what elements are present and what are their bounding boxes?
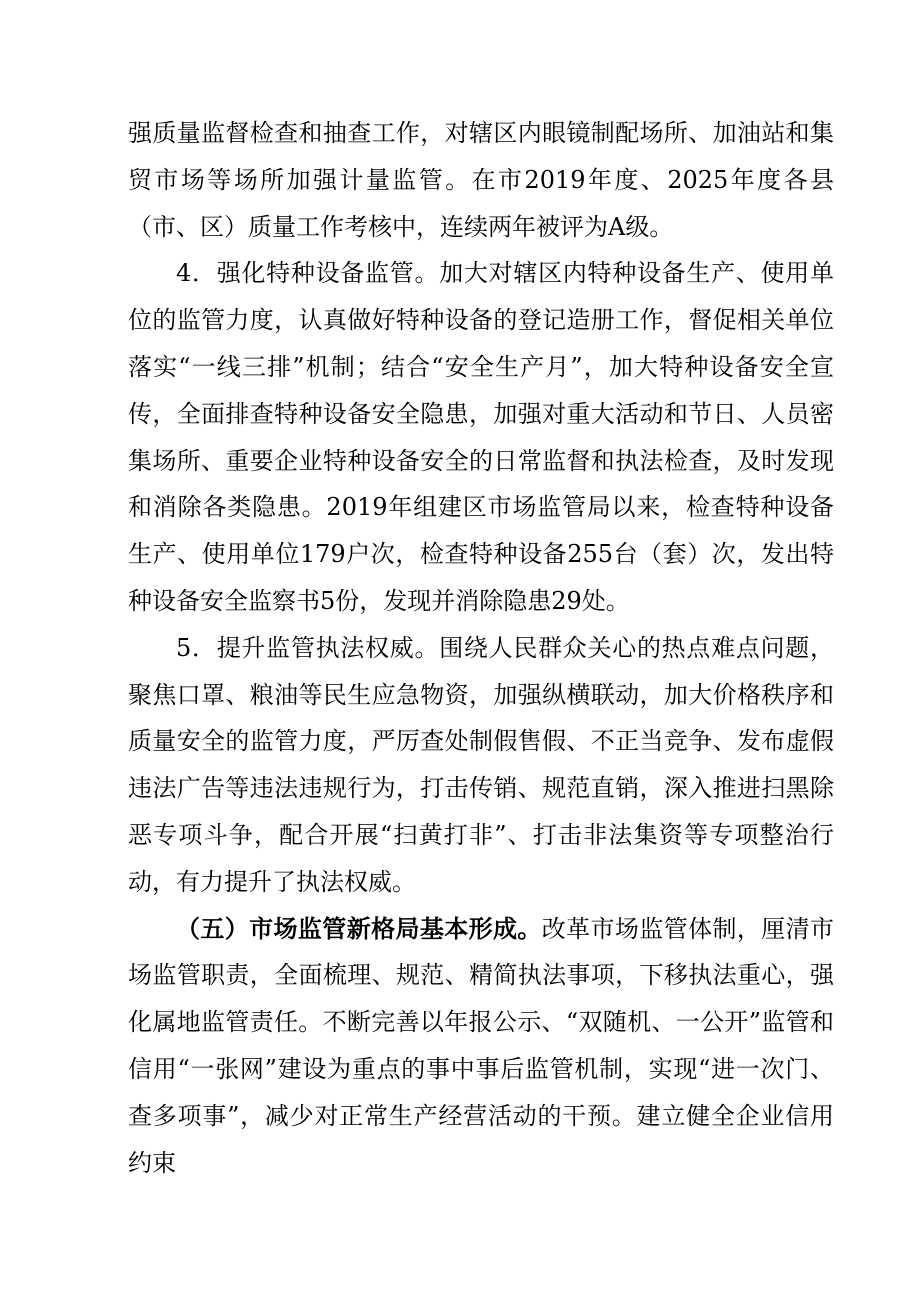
paragraph-new-regulatory-pattern: [128, 906, 834, 1187]
paragraph-text: 5．提升监管执法权威。围绕人民群众关心的热点难点问题，聚焦口罩、粮油等民生应急物资，加强纵横联动，加大价格秩序和质量安全的监管力度，严厉查处制假售假、不正当竞争、发布虚假违法广告等违法违规行为，打击传销、规范直销，深入推进扫黑除恶专项斗争，配合开展“扫黄打非”、打击非法集资等专项整治行动，有力提升了执法权威。: [128, 633, 834, 896]
paragraph-enforcement-authority: [128, 625, 834, 906]
paragraph-text: 4．强化特种设备监管。加大对辖区内特种设备生产、使用单位的监管力度，认真做好特种设备的登记造册工作，督促相关单位落实“一线三排”机制；结合“安全生产月”，加大特种设备安全宣传，全面排查特种设备安全隐患，加强对重大活动和节日、人员密集场所、重要企业特种设备安全的日常监督和执法检查，及时发现和消除各类隐患。2019年组建区市场监管局以来，检查特种设备生产、使用单位179户次，检查特种设备255台（套）次，发出特种设备安全监察书5份，发现并消除隐患29处。: [128, 259, 834, 615]
paragraph-text: 强质量监督检查和抽查工作，对辖区内眼镜制配场所、加油站和集贸市场等场所加强计量监管。在市2019年度、2025年度各县（市、区）质量工作考核中，连续两年被评为A级。: [128, 119, 834, 241]
paragraph-quality-supervision: [128, 110, 834, 250]
paragraph-text: 改革市场监管体制，厘清市场监管职责，全面梳理、规范、精简执法事项，下移执法重心，强化属地监管责任。不断完善以年报公示、“双随机、一公开”监管和信用“一张网”建设为重点的事中事后监管机制，实现“进一次门、查多项事”，减少对正常生产经营活动的干预。建立健全企业信用约束: [128, 914, 835, 1177]
paragraph-special-equipment: [128, 250, 834, 624]
section-heading: （五）市场监管新格局基本形成。: [176, 914, 542, 943]
